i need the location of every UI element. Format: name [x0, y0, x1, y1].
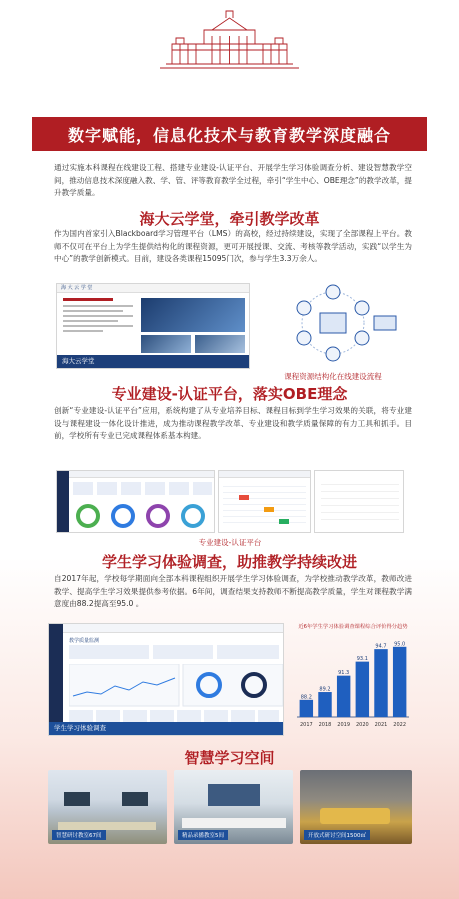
- screenshot-thumb-1: [141, 335, 191, 353]
- platform-matrix-table: [223, 482, 306, 528]
- photo-open-space: [300, 770, 412, 844]
- flow-node-right-top: [355, 301, 369, 315]
- chart-category-label: 2018: [318, 722, 332, 728]
- platform-topbar: [69, 471, 214, 478]
- platform-screenshot-2: [218, 470, 311, 533]
- survey-dashboard-screenshot: [48, 623, 284, 736]
- section3-paragraph: 自2017年起，学校每学期面向全部本科课程组织开展学生学习体验调查，为学校推动教学改革，教师改进教学、提高学生学习效果提供参考依据。6年间，调查结果支持教师不断提高教学质量，学生对课程教学满意度由88.2提高至95.0 。: [54, 574, 412, 608]
- flow-side-node: [374, 316, 396, 330]
- score-trend-chart: [293, 623, 413, 733]
- dashboard-sidebar: [49, 624, 63, 735]
- section4-title: 智慧学习空间: [184, 749, 275, 767]
- section1-title: 海大云学堂，牵引教学改革: [139, 210, 320, 228]
- chart-bar-2019: [337, 676, 350, 717]
- chart-value-label: 89.2: [319, 686, 331, 693]
- screenshot-hero-image: [141, 298, 245, 332]
- chart-bar-2017: [300, 700, 313, 717]
- flow-node-top: [326, 285, 340, 299]
- chart-category-label: 2022: [393, 722, 407, 728]
- chart-bar-2021: [374, 649, 387, 717]
- chart-value-label: 91.3: [338, 670, 350, 677]
- page-banner: 数字赋能，信息化技术与教育教学深度融合: [32, 117, 427, 151]
- chart-category-label: 2020: [355, 722, 369, 728]
- flow-node-bottom: [326, 347, 340, 361]
- platform-screenshot-1: [56, 470, 215, 533]
- chart-bar-2018: [318, 692, 331, 717]
- dashboard-charts: [69, 664, 284, 708]
- flow-node-left-bottom: [297, 331, 311, 345]
- screenshot-header: 海 大 云 学 堂: [57, 284, 249, 293]
- platform-list: [321, 479, 399, 526]
- screenshot-text-block: [63, 298, 133, 354]
- flow-node-left-top: [297, 301, 311, 315]
- chart-value-label: 95.0: [394, 641, 406, 648]
- chart-category-label: 2017: [299, 722, 313, 728]
- intro-paragraph: 通过实施本科课程在线建设工程、搭建专业建设-认证平台、开展学生学习体验调查分析、建设智慧教学空间，推动信息技术深度融入教、学、管、评等教育教学全过程，牵引“学生中心、OBE理念”的教学改革，提升教学质量。: [54, 163, 412, 197]
- chart-title: 近6年学生学习体验调查课程综合评价得分趋势: [298, 624, 408, 630]
- section2-title: 专业建设-认证平台，落实OBE理念: [111, 385, 348, 403]
- chart-svg: [293, 631, 413, 729]
- chart-bar-2020: [356, 662, 369, 717]
- chart-category-label: 2021: [374, 722, 388, 728]
- flow-caption: 课程资源结构化在线建设流程: [284, 372, 382, 381]
- section3-title: 学生学习体验调查，助推教学持续改进: [101, 553, 357, 571]
- chart-value-label: 88.2: [300, 694, 312, 701]
- screenshot-thumb-2: [195, 335, 245, 353]
- header-logo: [0, 0, 459, 84]
- flow-center-node: [320, 313, 346, 333]
- chart-category-label: 2019: [337, 722, 351, 728]
- building-line-art: [0, 0, 459, 84]
- photo-smart-classroom: [48, 770, 167, 844]
- survey-screenshot-label: 学生学习体验调查: [49, 722, 283, 735]
- platform-screenshot-3: [314, 470, 404, 533]
- chart-value-label: 94.7: [375, 643, 387, 650]
- screenshot-label: 海大云学堂: [57, 355, 249, 368]
- course-flow-diagram: [262, 280, 404, 366]
- photo-label-3: 开放式研讨空间1500㎡: [304, 830, 370, 840]
- section2-paragraph: 创新“专业建设-认证平台”应用，系统构建了从专业培养目标、课程目标到学生学习效果的关联，将专业建设与课程建设一体化设计推进，成为推动课程教学改革、专业建设和教学质量保障的有力工具和抓手。目前，学校所有专业已完成课程体系基本构建。: [54, 406, 412, 440]
- platform-donuts: [73, 501, 213, 531]
- chart-value-label: 93.1: [356, 656, 368, 663]
- chart-bar-2022: [393, 647, 406, 717]
- section1-paragraph: 作为国内首家引入Blackboard学习管理平台（LMS）的高校，经过持续建设，实现了全部课程上平台。教师不仅可在平台上为学生提供结构化的课程资源，更可开展授课、交流、考核等教学活动，实践“以学生为中心”的教学创新模式。目前，建设各类课程15095门次，参与学生3.3万余人。: [54, 229, 412, 263]
- photo-label-1: 智慧研讨教室67间: [52, 830, 106, 840]
- yun-xuetang-screenshot: [56, 283, 250, 369]
- photo-recording-classroom: [174, 770, 293, 844]
- flow-node-right-bottom: [355, 331, 369, 345]
- dashboard-title: 教学质量监测: [69, 638, 100, 644]
- dashboard-topbar: [63, 624, 283, 633]
- platform-sidebar: [57, 471, 69, 532]
- photo-label-2: 精品录播教室5间: [178, 830, 228, 840]
- platform-caption: 专业建设-认证平台: [198, 538, 262, 547]
